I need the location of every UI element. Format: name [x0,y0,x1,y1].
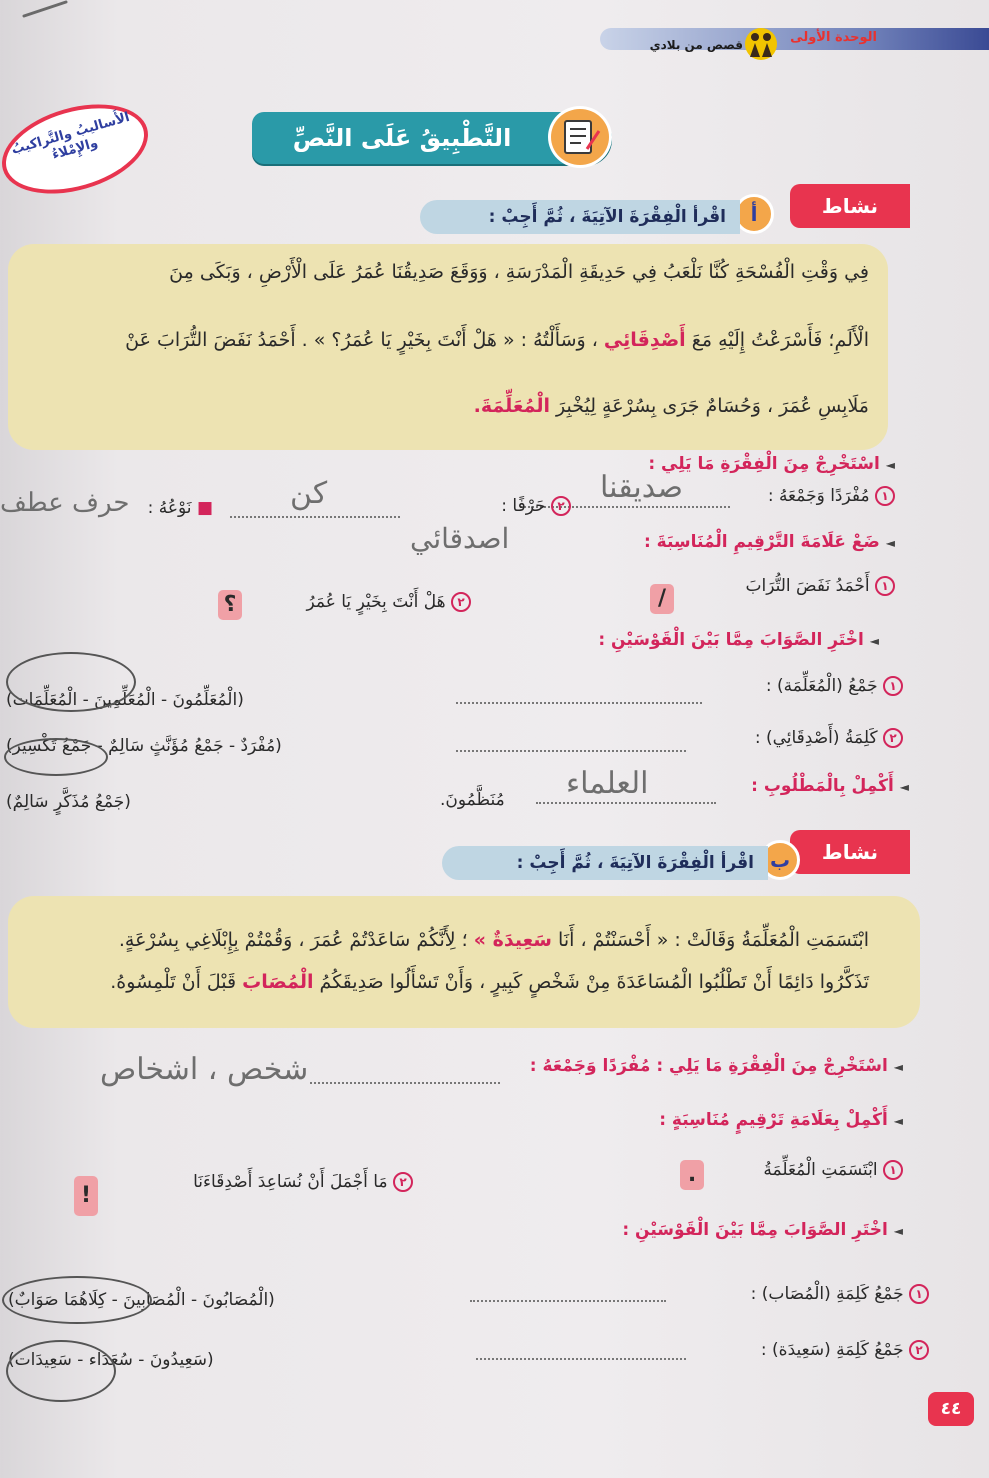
choose-b-instruction [622,1220,903,1240]
extract-a-q1-text: مُفْرَدًا وَجَمْعَهُ : [767,486,870,506]
answer-line[interactable] [230,516,400,518]
pen-stroke [22,0,68,18]
highlight-injured: الْمُصَابَ [242,971,314,993]
punctuation-a-s1 [746,576,896,596]
number-badge: ١ [883,676,903,696]
arrow-icon: ◄ [885,536,895,550]
arrow-icon: ◄ [893,1114,903,1128]
punctuation-b-s1-text: ابْتَسَمَتِ الْمُعَلِّمَةُ [763,1160,878,1180]
extract-a-q2 [501,496,571,516]
punctuation-a-s2-text: هَلْ أَنْتَ بِخَيْرٍ يَا عُمَرُ [306,592,446,612]
arrow-icon: ◄ [899,780,909,794]
extract-a-q1 [768,486,895,506]
notebook-pen-icon [548,106,612,168]
activity-b-tab: نشاط [790,830,910,874]
choose-b-q2 [761,1340,929,1360]
paragraph-a-line-1: فِي وَقْتِ الْفُسْحَةِ كُنَّا نَلْعَبُ فِي حَدِيقَةِ الْمَدْرَسَةِ ، وَوَقَعَ صَدِيقُنَا عُمَرُ عَلَى الْأَرْضِ ، وَبَكَى مِنَ [169,261,869,283]
punctuation-a-s1-text: أَحْمَدُ نَفَضَ التُّرَابَ [745,576,870,596]
complete-a-instruction [751,776,909,796]
handwritten-answer-complete: العلماء [566,766,649,801]
choose-a-q2-choices-cont: (جَمْعُ مُذَكَّرٍ سَالِمٌ) [6,792,131,812]
choose-a-instruction-text: اخْتَرِ الصَّوَابَ مِمَّا بَيْنَ الْقَوْسَيْنِ : [598,630,864,650]
paragraph-a-line-2-end: ، وَسَأَلْتُهُ : « هَلْ أَنْتَ بِخَيْرٍ يَا عُمَرُ؟ » . أَحْمَدُ نَفَضَ التُّرَابَ عَنْ [125,329,598,351]
number-badge: ٢ [909,1340,929,1360]
choose-b-q1 [751,1284,929,1304]
paragraph-b-line-2-end: قَبْلَ أَنْ تَلْمِسُوهُ. [110,971,237,993]
extract-a-instruction [648,454,895,474]
side-badge-label: الأَساليبُ والتَّراكيبُ والإِمْلاءُ [9,109,132,163]
punctuation-a-instruction [644,532,895,552]
punctuation-b-instruction-text: أَكْمِلْ بِعَلَامَةِ تَرْقِيمٍ مُنَاسِبَةٍ : [659,1110,888,1130]
choose-a-q1 [766,676,903,696]
circled-answer [2,1276,152,1324]
children-icon [742,27,780,61]
answer-line[interactable] [310,1082,500,1084]
arrow-icon: ◄ [893,1060,903,1074]
handwritten-answer-1: صديقنا [600,470,683,505]
paragraph-a-line-3 [109,392,869,420]
unit-label: الوحدة الأولى [790,30,877,45]
activity-a-instruction: اقْرأ الْفِقْرَةَ الآتِيَةَ ، ثُمَّ أَجِبْ : [420,200,740,234]
circled-answer [4,738,108,776]
choose-b-q2-text: جَمْعُ كَلِمَةِ (سَعِيدَة) : [760,1340,904,1360]
choose-b-q2-choices: (سَعِيدُونَ - سُعَدَاء - سَعِيدَات) [8,1350,214,1370]
arrow-icon: ◄ [869,634,879,648]
paragraph-a-line-2-start: الْأَلَمِ؛ فَأَسْرَعْتُ إِلَيْهِ مَعَ [691,329,869,351]
answer-line[interactable] [470,1300,666,1302]
punctuation-a-s1-box[interactable]: / [650,584,674,614]
paragraph-b-line-1 [9,926,869,954]
punctuation-b-instruction [659,1110,903,1130]
activity-a-letter: أ [734,194,774,234]
punctuation-b-s1 [763,1160,903,1180]
handwritten-answer-b: شخص ، اشخاص [100,1052,309,1087]
square-bullet-icon: ■ [196,498,213,518]
section-title: التَّطْبِيقُ عَلَى النَّصِّ [292,124,512,152]
number-badge: ١ [875,486,895,506]
activity-b-paragraph-box [8,896,920,1028]
punctuation-b-s1-box[interactable]: . [680,1160,704,1190]
punctuation-a-instruction-text: ضَعْ عَلَامَةَ التَّرْقِيمِ الْمُنَاسِبَةَ : [643,532,880,552]
extract-a-q3 [148,498,213,518]
number-badge: ٢ [451,592,471,612]
extract-b-instruction [530,1056,903,1076]
punctuation-b-s2-box[interactable]: ! [74,1176,98,1216]
handwritten-answer-1b: اصدقائي [410,522,510,555]
answer-line[interactable] [456,702,702,704]
story-label: قصص من بلادي [649,38,743,52]
activity-b-instruction: اقْرأ الْفِقْرَةَ الآتِيَةَ ، ثُمَّ أَجِبْ : [442,846,768,880]
number-badge: ١ [875,576,895,596]
activity-a-tab: نشاط [790,184,910,228]
paragraph-a-line-3-text: مَلَابِسِ عُمَرَ ، وَحُسَامٌ جَرَى بِسُرْعَةٍ لِيُخْبِرَ [556,395,869,417]
extract-a-q3-text: نَوْعُهُ : [147,498,192,518]
punctuation-b-s2 [193,1172,413,1192]
choose-a-q1-choices: (الْمُعَلِّمُونَ - الْمُعَلِّمِينَ - الْمُعَلِّمَات) [6,690,244,710]
complete-a-instruction-text: أَكْمِلْ بِالْمَطْلُوبِ : [751,776,894,796]
paragraph-b-line-2-text: تَذَكَّرُوا دَائِمًا أَنْ تَطْلُبُوا الْمُسَاعَدَةَ مِنْ شَخْصٍ كَبِيرٍ ، وَأَنْ تَسْأَلُوا صَدِيقَكُمُ [319,971,869,993]
circled-answer [6,652,136,712]
handwritten-answer-2: كن [290,476,328,511]
answer-line[interactable] [536,802,716,804]
punctuation-a-s2-box[interactable]: ؟ [218,590,242,620]
arrow-icon: ◄ [885,458,895,472]
extract-a-instruction-text: اسْتَخْرِجْ مِنَ الْفِقْرَةِ مَا يَلِي : [648,454,880,474]
choose-b-instruction-text: اخْتَرِ الصَّوَابَ مِمَّا بَيْنَ الْقَوْسَيْنِ : [622,1220,888,1240]
number-badge: ٢ [393,1172,413,1192]
paragraph-b-line-1-end: ؛ لِأَنَّكُمْ سَاعَدْتُمْ عُمَرَ ، وَقُمْتُمْ بِإِبْلَاغِي بِسُرْعَةٍ. [118,929,468,951]
arrow-icon: ◄ [893,1224,903,1238]
punctuation-b-s2-text: مَا أَجْمَلَ أَنْ نُسَاعِدَ أَصْدِقَاءَنَا [193,1172,388,1192]
choose-a-q2-text: كَلِمَةُ (أَصْدِقَائِي) : [754,728,878,748]
choose-a-q2-choices: (مُفْرَدٌ - جَمْعُ مُؤَنَّثٍ سَالِمٌ - جَمْعُ تَكْسِير) [6,736,282,756]
number-badge: ٢ [883,728,903,748]
choose-a-q1-text: جَمْعُ (الْمُعَلِّمَة) : [765,676,878,696]
answer-line[interactable] [456,750,686,752]
choose-b-q1-text: جَمْعُ كَلِمَةِ (الْمُصَاب) : [750,1284,904,1304]
answer-line[interactable] [476,1358,686,1360]
activity-b-letter: ب [760,840,800,880]
number-badge: ١ [909,1284,929,1304]
complete-a-tail: مُنَظَّمُونَ. [440,790,505,810]
extract-a-q2-text: حَرْفًا : [501,496,546,516]
choose-b-q1-choices: (الْمُصَابُونَ - الْمُصَابِينَ - كِلَاهُمَا صَوَابٌ) [8,1290,275,1310]
highlight-friends: أَصْدِقَائِي [603,329,686,351]
highlight-teacher: الْمُعَلِّمَةَ. [473,395,550,417]
choose-a-q2 [755,728,903,748]
choose-a-instruction [598,630,879,650]
page-number: ٤٤ [928,1392,974,1426]
circled-answer [6,1340,116,1402]
paragraph-a-line-2 [9,326,869,354]
handwritten-answer-3: حرف عطف [0,488,130,518]
number-badge: ٢ [551,496,571,516]
number-badge: ١ [883,1160,903,1180]
punctuation-a-s2 [307,592,472,612]
highlight-happy: سَعِيدَةٌ » [473,929,552,951]
paragraph-b-line-1-start: ابْتَسَمَتِ الْمُعَلِّمَةُ وَقَالَتْ : « أَحْسَنْتُمْ ، أَنَا [558,929,869,951]
extract-b-instruction-text: اسْتَخْرِجْ مِنَ الْفِقْرَةِ مَا يَلِي : مُفْرَدًا وَجَمْعَهُ : [529,1056,888,1076]
paragraph-b-line-2 [9,968,869,996]
